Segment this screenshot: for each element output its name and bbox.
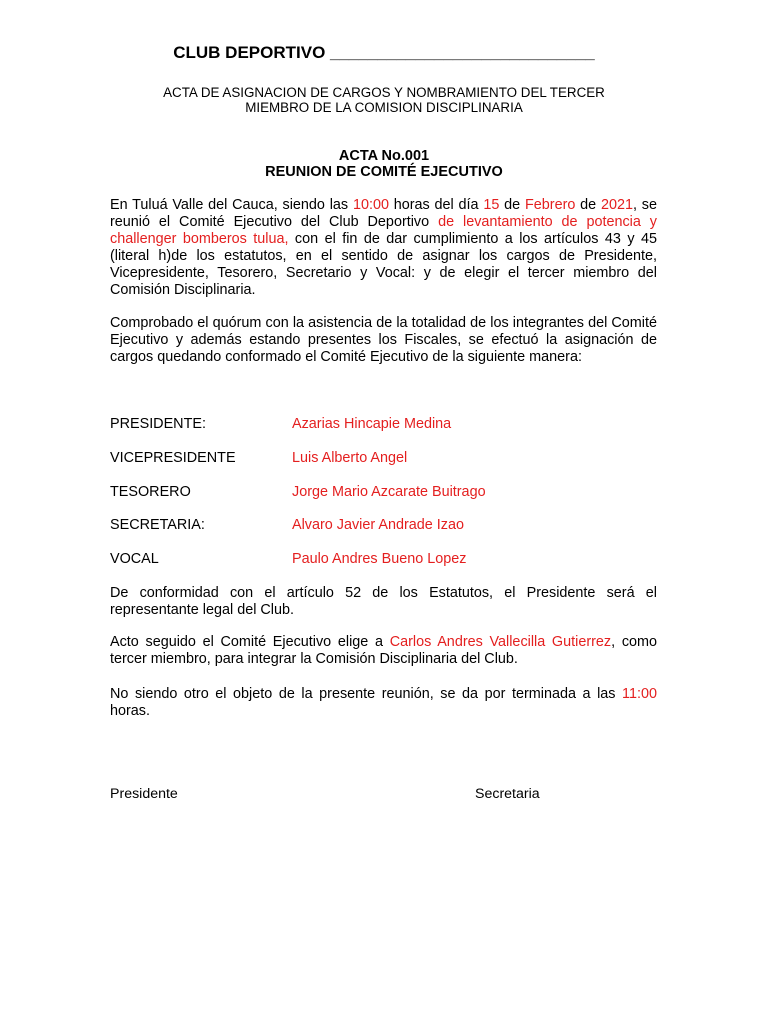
opening-text-1: En Tuluá Valle del Cauca, siendo las — [110, 197, 353, 213]
third-member-paragraph — [110, 634, 657, 668]
closing-paragraph — [110, 686, 657, 720]
role-row-tesorero — [110, 484, 657, 502]
role-holder-name: Jorge Mario Azcarate Buitrago — [292, 484, 486, 500]
meeting-start-time: 10:00 — [352, 197, 389, 213]
acta-title-block — [0, 148, 768, 180]
meeting-year: 2021 — [600, 197, 633, 213]
opening-text-5: , se reunió el Comité Ejecutivo del Club Deportivo — [110, 197, 657, 230]
role-holder-name: Alvaro Javier Andrade Izao — [292, 517, 464, 533]
signature-secretaria: Secretaria — [475, 786, 540, 802]
quorum-paragraph: Comprobado el quórum con la asistencia de la totalidad de los integrantes del Comité Ejecutivo y además estando presentes los Fiscales, se efectuó la asignación de cargos quedando conformado el Comité Ejecutivo de la siguiente manera: — [110, 315, 657, 365]
acta-heading — [130, 85, 638, 115]
acta-heading-line-2: MIEMBRO DE LA COMISION DISCIPLINARIA — [245, 100, 523, 115]
role-row-vocal — [110, 551, 657, 569]
third-member-text-1: Acto seguido el Comité Ejecutivo elige a — [110, 634, 390, 650]
legal-representative-paragraph: De conformidad con el artículo 52 de los Estatutos, el Presidente será el representante legal del Club. — [110, 585, 657, 618]
meeting-month: Febrero — [524, 197, 576, 213]
role-row-presidente — [110, 416, 657, 434]
meeting-title: REUNION DE COMITÉ EJECUTIVO — [265, 164, 503, 180]
meeting-end-time: 11:00 — [622, 686, 657, 702]
role-holder-name: Azarias Hincapie Medina — [292, 416, 452, 432]
role-label: VICEPRESIDENTE — [110, 450, 236, 466]
opening-text-2: horas del día — [388, 197, 484, 213]
opening-text-6: con el fin de dar cumplimiento a los artículos 43 y 45 (literal h)de los estatutos, en el sentido de asignar los cargos de Presidente, Vicepresidente, Tesorero, Secretario y Vocal: y de elegir el tercer miembro del Comisión Disciplinaria. — [110, 231, 657, 298]
closing-text-1: No siendo otro el objeto de la presente reunión, se da por terminada a las — [110, 686, 623, 702]
club-name: de levantamiento de potencia y challenger bomberos tulua, — [110, 214, 657, 247]
signature-presidente: Presidente — [110, 786, 178, 802]
role-holder-name: Paulo Andres Bueno Lopez — [292, 551, 467, 567]
role-holder-name: Luis Alberto Angel — [292, 450, 408, 466]
role-row-secretaria — [110, 517, 657, 535]
role-label: SECRETARIA: — [110, 517, 205, 533]
opening-text-3: de — [499, 197, 525, 213]
acta-number: ACTA No.001 — [338, 148, 430, 164]
meeting-day: 15 — [483, 197, 500, 213]
closing-text-2: horas. — [110, 703, 150, 719]
opening-paragraph — [110, 197, 657, 299]
role-label: PRESIDENTE: — [110, 416, 206, 432]
acta-heading-line-1: ACTA DE ASIGNACION DE CARGOS Y NOMBRAMIENTO DEL TERCER — [163, 85, 605, 100]
third-member-text-2: , como tercer miembro, para integrar la Comisión Disciplinaria del Club. — [110, 634, 658, 667]
opening-text-4: de — [575, 197, 601, 213]
third-member-name: Carlos Andres Vallecilla Gutierrez — [389, 634, 612, 650]
club-title: CLUB DEPORTIVO ____________________________ — [173, 43, 595, 62]
role-label: TESORERO — [110, 484, 191, 500]
role-row-vicepresidente — [110, 450, 657, 468]
role-label: VOCAL — [110, 551, 159, 567]
